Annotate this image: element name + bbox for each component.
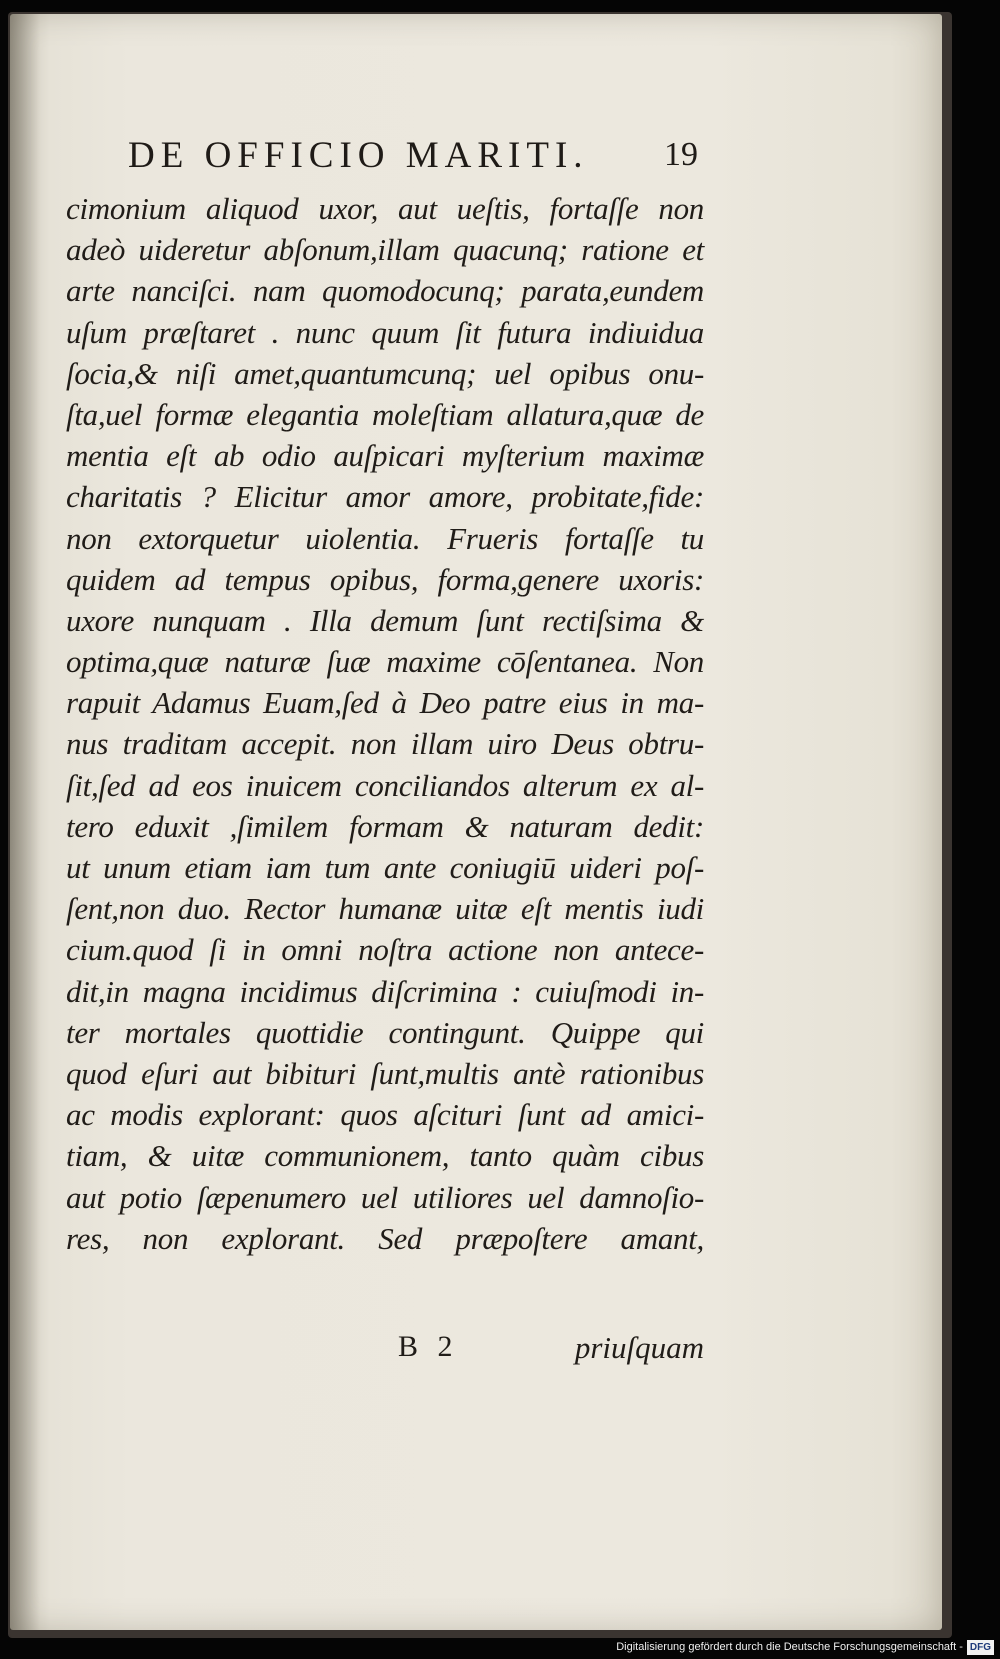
catchword: priuſquam [574,1330,704,1365]
text-line: dit,in magna incidimus diſcrimina : cuiuſmodi in- [66,973,704,1009]
text-line: rapuit Adamus Euam,ſed à Deo patre eius in ma- [66,685,704,721]
text-line: ter mortales quottidie contingunt. Quippe qui [66,1014,704,1050]
text-line: ſocia,& niſi amet,quantumcunq; uel opibus onu- [66,355,704,391]
text-line: ſta,uel formæ elegantia moleſtiam allatura,quæ de [66,396,704,432]
page-number: 19 [664,136,698,173]
page-gutter [10,14,40,1630]
text-line: nus traditam accepit. non illam uiro Deus obtru- [66,726,704,762]
text-line: tero eduxit ,ſimilem formam & naturam dedit: [66,808,704,844]
text-line: uſum præſtaret . nunc quum ſit futura indiuidua [66,314,704,350]
text-line: ſit,ſed ad eos inuicem conciliandos alterum ex al- [66,767,704,803]
text-line: aut potio ſæpenumero uel utiliores uel damnoſio- [66,1179,704,1215]
text-line: mentia eſt ab odio auſpicari myſterium maximæ [66,438,704,474]
text-line: quidem ad tempus opibus, forma,genere uxoris: [66,561,704,597]
running-head-title: DE OFFICIO MARITI. [128,135,589,176]
body-text [66,188,704,1259]
digitization-credit [616,1637,994,1657]
text-line: adeò uideretur abſonum,illam quacunq; ratione et [66,232,704,268]
text-line: cium.quod ſi in omni noſtra actione non antece- [66,932,704,968]
text-line: ſent,non duo. Rector humanæ uitæ eſt mentis iudi [66,891,704,927]
credit-text: Digitalisierung gefördert durch die Deutsche Forschungsgemeinschaft - [616,1641,963,1653]
dfg-logo-icon: DFG [967,1640,994,1655]
text-line: charitatis ? Elicitur amor amore, probitate,fide: [66,479,704,515]
page-footer [66,1330,704,1374]
text-line: res, non explorant. Sed præpoſtere amant, [66,1220,704,1256]
text-line: non extorquetur uiolentia. Frueris fortaſſe tu [66,520,704,556]
signature-mark: B 2 [398,1330,459,1363]
text-line: quod eſuri aut bibituri ſunt,multis antè rationibus [66,1055,704,1091]
running-head [112,118,712,178]
text-line: optima,quæ naturæ ſuæ maxime cōſentanea. Non [66,644,704,680]
text-line: arte nanciſci. nam quomodocunq; parata,eundem [66,273,704,309]
text-line: uxore nunquam . Illa demum ſunt rectiſsima & [66,602,704,638]
text-line: ac modis explorant: quos aſcituri ſunt ad amici- [66,1097,704,1133]
text-line: cimonium aliquod uxor, aut ueſtis, fortaſſe non [66,191,704,226]
text-line: tiam, & uitæ communionem, tanto quàm cibus [66,1138,704,1174]
text-line: ut unum etiam iam tum ante coniugiū uideri poſ- [66,850,704,885]
